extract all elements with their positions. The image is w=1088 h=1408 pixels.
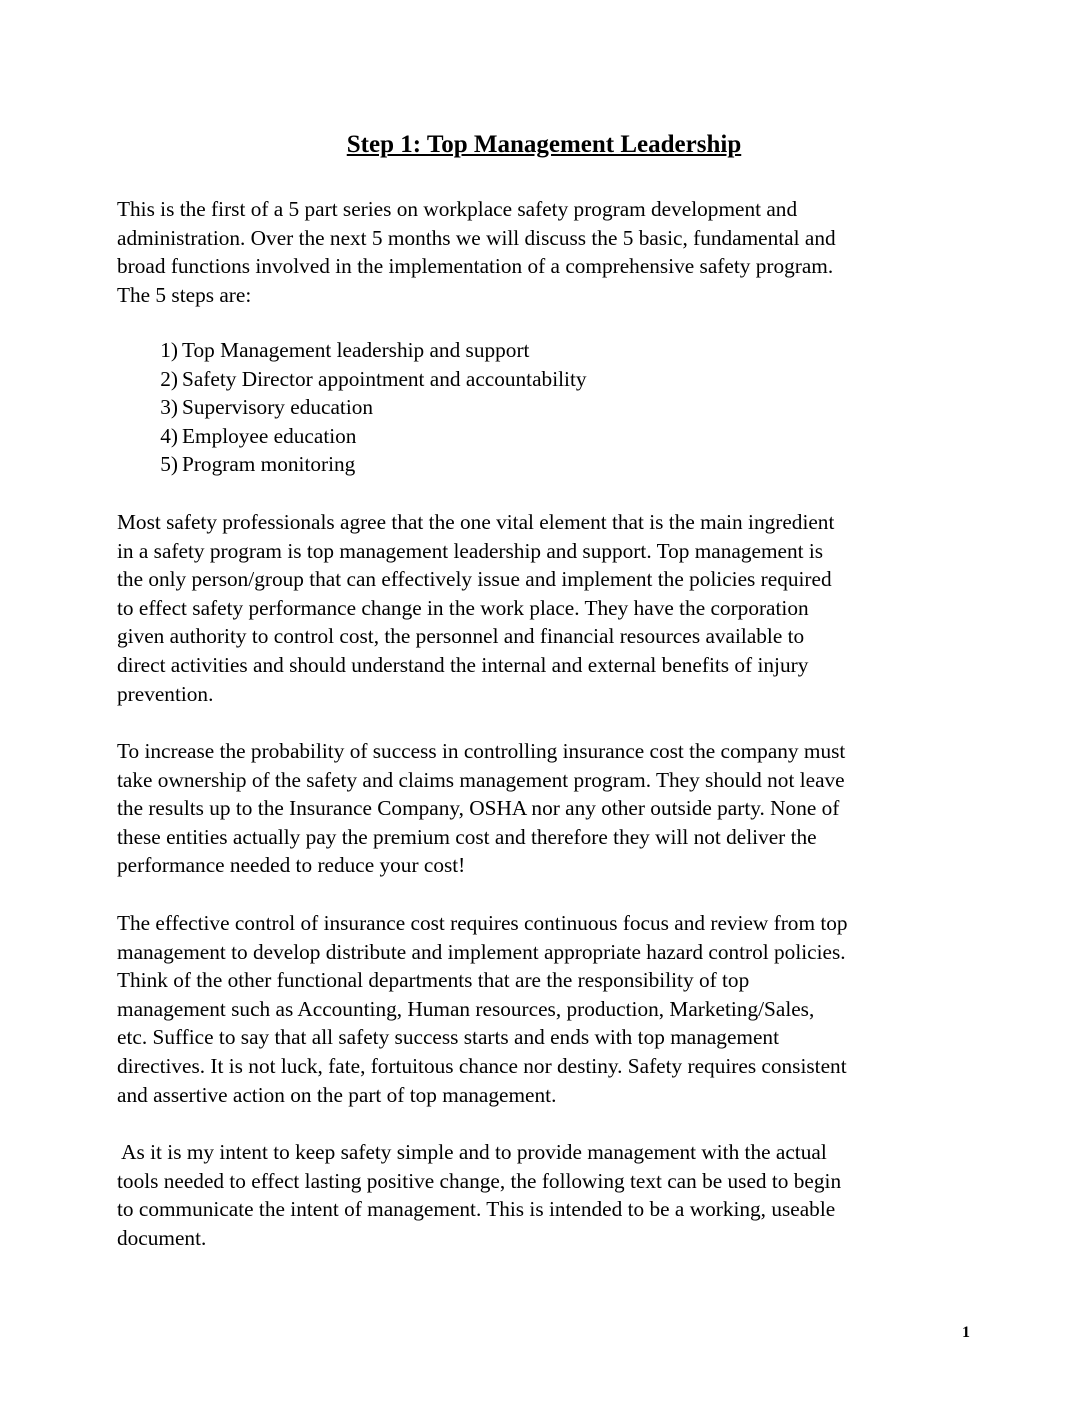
text-line: the results up to the Insurance Company, OSHA nor any other outside party. None of [117, 796, 840, 821]
text-line: in a safety program is top management leadership and support. Top management is [117, 538, 824, 563]
text-line: given authority to control cost, the personnel and financial resources available to [117, 624, 805, 649]
text-line: these entities actually pay the premium cost and therefore they will not deliver the [117, 824, 817, 849]
text-line: the only person/group that can effectively issue and implement the policies required [117, 567, 832, 592]
text-line: take ownership of the safety and claims management program. They should not leave [117, 767, 845, 792]
text-line: The effective control of insurance cost requires continuous focus and review from top [117, 911, 848, 935]
text-line: As it is my intent to keep safety simple and to provide management with the actual [117, 1140, 827, 1164]
text-line: Most safety professionals agree that the one vital element that is the main ingredient [117, 510, 835, 534]
intro-paragraph [117, 195, 987, 309]
page-number: 1 [962, 1324, 970, 1341]
text-line: management such as Accounting, Human resources, production, Marketing/Sales, [117, 996, 815, 1021]
text-line: To increase the probability of success in controlling insurance cost the company must [117, 739, 846, 763]
intent-paragraph [117, 1138, 987, 1252]
text-line: to communicate the intent of management. This is intended to be a working, useable [117, 1197, 836, 1222]
text-line: performance needed to reduce your cost! [117, 853, 466, 878]
text-line: and assertive action on the part of top management. [117, 1082, 557, 1107]
text-line: document. [117, 1225, 207, 1250]
ownership-paragraph [117, 737, 987, 880]
page-title: Step 1: Top Management Leadership [346, 131, 742, 158]
text-line: The 5 steps are: [117, 282, 252, 307]
text-line: to effect safety performance change in the work place. They have the corporation [117, 595, 809, 620]
list-item: 4) Employee education [160, 423, 357, 448]
text-line: directives. It is not luck, fate, fortuitous chance nor destiny. Safety requires consistent [117, 1053, 847, 1078]
text-line: tools needed to effect lasting positive change, the following text can be used to begin [117, 1168, 842, 1193]
control-paragraph [117, 909, 987, 1109]
list-item: 1) Top Management leadership and support [160, 338, 530, 362]
text-line: This is the first of a 5 part series on workplace safety program development and [117, 197, 798, 221]
text-line: administration. Over the next 5 months we will discuss the 5 basic, fundamental and [117, 225, 836, 250]
text-line: management to develop distribute and implement appropriate hazard control policies. [117, 939, 846, 964]
list-item: 3) Supervisory education [160, 395, 374, 420]
text-line: direct activities and should understand the internal and external benefits of injury [117, 652, 809, 677]
text-line: etc. Suffice to say that all safety success starts and ends with top management [117, 1025, 779, 1050]
steps-list [117, 336, 587, 479]
leadership-paragraph [117, 508, 987, 708]
text-line: broad functions involved in the implementation of a comprehensive safety program. [117, 254, 834, 279]
list-item: 5) Program monitoring [160, 452, 356, 477]
text-line: Think of the other functional departments that are the responsibility of top [117, 968, 750, 993]
text-line: prevention. [117, 681, 214, 706]
list-item: 2) Safety Director appointment and accountability [160, 366, 587, 391]
